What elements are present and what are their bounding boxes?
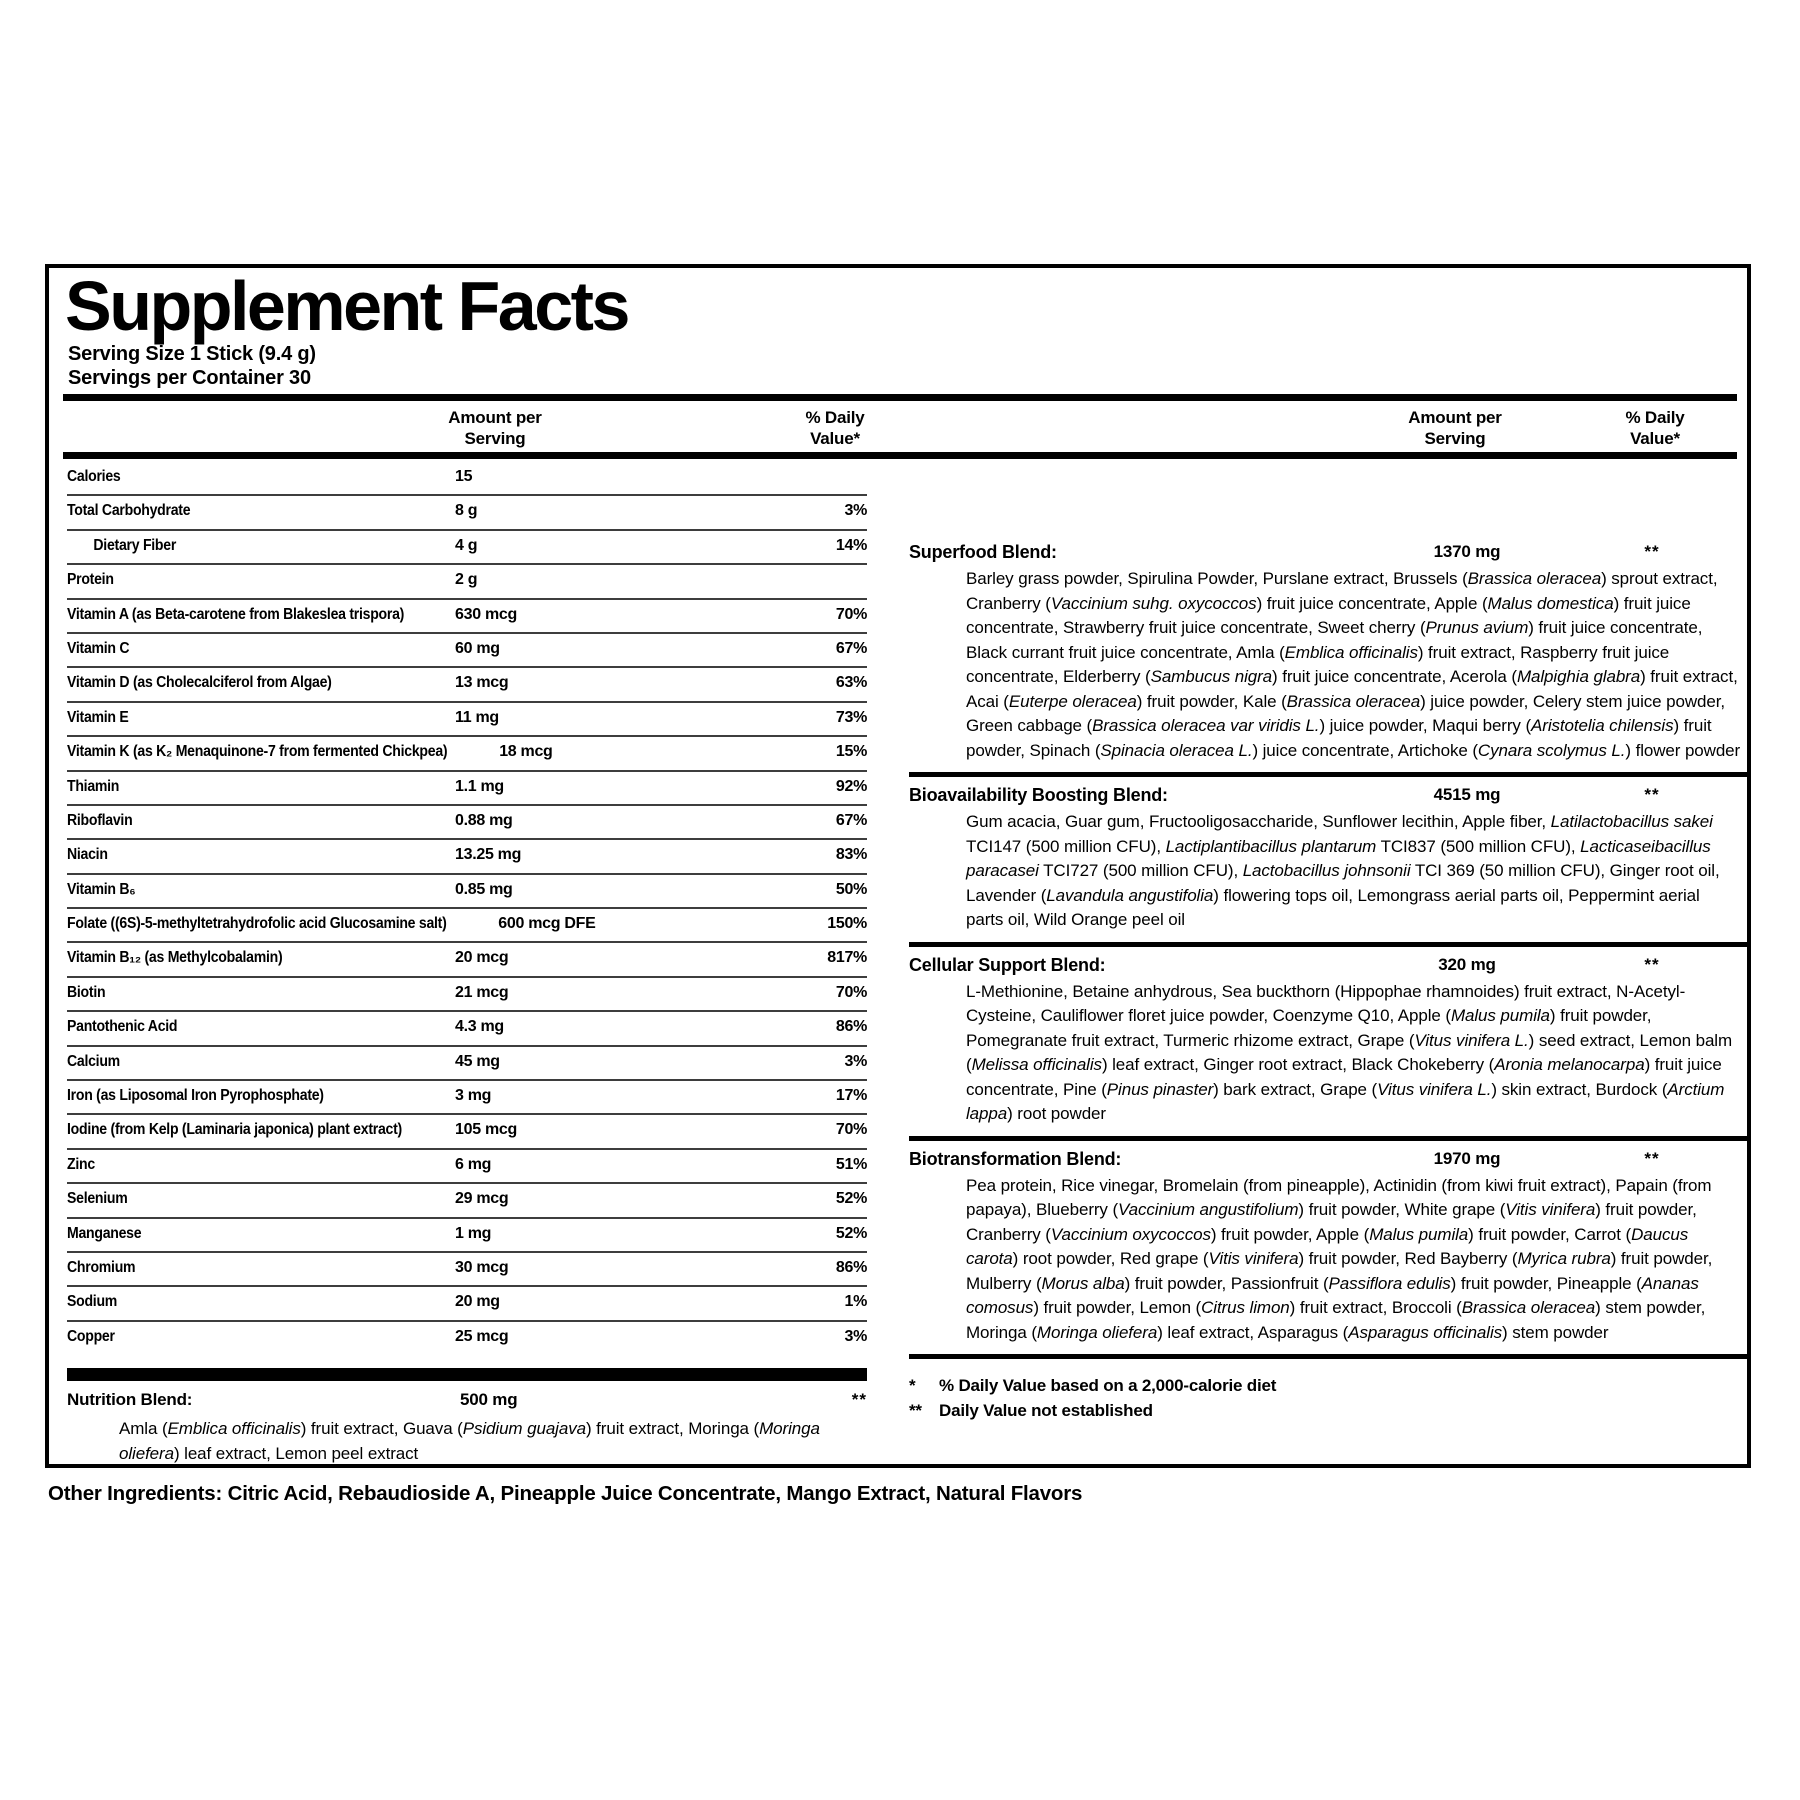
blend-amount: 1370 mg <box>1433 542 1501 561</box>
blend-ingredients: Gum acacia, Guar gum, Fructooligosaccharide, Sunflower lecithin, Apple fiber, Latilactobacillus sakei TCI147 (500 million CFU), Lactiplantibacillus plantarum TCI837 (500 million CFU), Lacticaseibacillus paracasei TCI727 (500 million CFU), Lactobacillus johnsonii TCI 369 (50 million CFU), Ginger root oil, Lavender (Lavandula angustifolia) flowering tops oil, Lemongrass aerial parts oil, Peppermint aerial parts oil, Wild Orange peel oil <box>966 812 1720 929</box>
nutrient-row <box>67 978 867 1012</box>
nutrient-amount: 1 mg <box>455 1224 492 1242</box>
nutrient-amount: 15 <box>455 468 473 485</box>
nutrient-amount: 600 mcg DFE <box>498 915 596 933</box>
nutrient-row <box>67 462 867 496</box>
nutrient-name: Sodium <box>67 1293 118 1311</box>
blend-ingredients: L-Methionine, Betaine anhydrous, Sea buckthorn (Hippophae rhamnoides) fruit extract, N-Acetyl-Cysteine, Cauliflower floret juice powder, Coenzyme Q10, Apple (Malus pumila) fruit powder, Pomegranate fruit extract, Turmeric rhizome extract, Grape (Vitus vinifera L.) seed extract, Lemon balm (Melissa officinalis) leaf extract, Ginger root extract, Black Chokeberry (Aronia melanocarpa) fruit juice concentrate, Pine (Pinus pinaster) bark extract, Grape (Vitus vinifera L.) skin extract, Burdock (Arctium lappa) root powder <box>966 981 1733 1123</box>
blend-amount: 500 mg <box>460 1390 518 1410</box>
blend-name: Biotransformation Blend: <box>909 1148 1122 1169</box>
nutrient-row <box>67 1322 867 1356</box>
nutrient-row <box>67 806 867 840</box>
nutrient-name: Vitamin B₁₂ (as Methylcobalamin) <box>67 949 283 967</box>
other-ingredients <box>48 1482 1082 1506</box>
nutrient-name: Vitamin A (as Beta-carotene from Blakeslea trispora) <box>67 605 405 623</box>
bottom-thick-rule <box>67 1368 867 1381</box>
blend-name: Bioavailability Boosting Blend: <box>909 785 1168 805</box>
nutrient-name: Vitamin B₆ <box>67 880 136 898</box>
nutrient-amount: 60 mg <box>455 639 500 657</box>
nutrient-row <box>67 772 867 806</box>
nutrient-daily-value: 73% <box>835 708 867 726</box>
nutrient-name: Vitamin C <box>67 639 130 657</box>
nutrient-amount: 105 mcg <box>455 1121 517 1139</box>
nutrient-amount: 18 mcg <box>499 743 553 761</box>
nutrient-daily-value: 52% <box>835 1190 867 1208</box>
nutrient-row <box>67 1219 867 1253</box>
nutrient-name: Dietary Fiber <box>93 536 177 554</box>
nutrient-daily-value: 86% <box>835 1018 867 1036</box>
nutrient-row <box>67 1287 867 1321</box>
nutrient-amount: 11 mg <box>455 708 499 726</box>
nutrient-amount: 1.1 mg <box>455 777 504 795</box>
nutrient-amount: 0.88 mg <box>455 811 513 829</box>
nutrient-name: Vitamin D (as Cholecalciferol from Algae) <box>67 674 332 692</box>
blend-amount: 1970 mg <box>1433 1148 1501 1168</box>
serving-info <box>68 342 316 390</box>
nutrition-blend-section <box>67 1381 867 1466</box>
nutrient-amount: 13.25 mg <box>455 846 522 864</box>
nutrient-daily-value: 70% <box>835 605 867 623</box>
column-header-dv-left: % Daily Value* <box>805 408 865 448</box>
nutrient-daily-value: 17% <box>835 1087 867 1105</box>
nutrient-daily-value: 63% <box>835 674 867 692</box>
nutrient-daily-value: 3% <box>844 1327 867 1345</box>
nutrient-daily-value: 817% <box>827 949 867 967</box>
header-thick-rule <box>63 452 1737 459</box>
nutrient-amount: 45 mg <box>455 1052 500 1070</box>
blend-section <box>909 947 1747 1141</box>
nutrient-daily-value: 51% <box>835 1155 867 1173</box>
blend-amount: 4515 mg <box>1433 785 1501 804</box>
blend-name: Nutrition Blend: <box>67 1390 193 1410</box>
nutrient-daily-value: 83% <box>835 846 867 864</box>
nutrient-amount: 4.3 mg <box>455 1018 504 1036</box>
blend-daily-value: ** <box>1644 542 1660 561</box>
supplement-facts-panel <box>45 264 1751 1468</box>
nutrient-daily-value: 67% <box>835 811 867 829</box>
serving-size: Serving Size 1 Stick (9.4 g) <box>68 343 316 365</box>
nutrient-daily-value: 86% <box>835 1258 867 1276</box>
page-title: Supplement Facts <box>65 267 628 345</box>
nutrient-amount: 29 mcg <box>455 1190 509 1208</box>
nutrient-daily-value: 3% <box>844 502 867 520</box>
nutrient-row <box>67 875 867 909</box>
nutrient-row <box>67 496 867 530</box>
nutrient-row <box>67 909 867 943</box>
footnote-text: Daily Value not established <box>939 1401 1153 1420</box>
nutrient-daily-value: 67% <box>835 639 867 657</box>
nutrient-daily-value: 15% <box>835 743 867 761</box>
nutrient-name: Niacin <box>67 846 108 864</box>
nutrient-daily-value: 92% <box>835 777 867 795</box>
nutrients-column <box>67 462 867 1466</box>
nutrient-amount: 4 g <box>455 536 478 554</box>
footnotes <box>909 1359 1747 1423</box>
blends-column <box>909 462 1747 1423</box>
blend-amount: 320 mg <box>1438 954 1496 974</box>
blend-daily-value: ** <box>1644 1148 1660 1168</box>
servings-per-container: Servings per Container 30 <box>68 367 311 389</box>
nutrient-daily-value: 70% <box>835 1121 867 1139</box>
nutrient-row <box>67 703 867 737</box>
nutrient-row <box>67 943 867 977</box>
footnote <box>909 1373 1747 1398</box>
nutrient-name: Total Carbohydrate <box>67 502 191 520</box>
nutrient-name: Vitamin K (as K₂ Menaquinone-7 from fermented Chickpea) <box>67 743 448 761</box>
nutrient-name: Biotin <box>67 983 106 1001</box>
nutrient-daily-value: 50% <box>835 880 867 898</box>
blend-section <box>909 1141 1747 1360</box>
blend-ingredients: Amla (Emblica officinalis) fruit extract, Guava (Psidium guajava) fruit extract, Moringa (Moringa oliefera) leaf extract, Lemon peel extract <box>119 1419 820 1464</box>
nutrient-name: Copper <box>67 1327 115 1345</box>
footnote-text: % Daily Value based on a 2,000-calorie diet <box>939 1376 1277 1395</box>
nutrient-name: Iron (as Liposomal Iron Pyrophosphate) <box>67 1087 324 1105</box>
nutrient-name: Calories <box>67 468 121 485</box>
blend-ingredients: Pea protein, Rice vinegar, Bromelain (from pineapple), Actinidin (from kiwi fruit extract), Papain (from papaya), Blueberry (Vaccinium angustifolium) fruit powder, White grape (Vitis vinifera) fruit powder, Cranberry (Vaccinium oxycoccos) fruit powder, Apple (Malus pumila) fruit powder, Carrot (Daucus carota) root powder, Red grape (Vitis vinifera) fruit powder, Red Bayberry (Myrica rubra) fruit powder, Mulberry (Morus alba) fruit powder, Passionfruit (Passiflora edulis) fruit powder, Pineapple (Ananas comosus) fruit powder, Lemon (Citrus limon) fruit extract, Broccoli (Brassica oleracea) stem powder, Moringa (Moringa oliefera) leaf extract, Asparagus (Asparagus officinalis) stem powder <box>966 1175 1713 1342</box>
blend-name: Superfood Blend: <box>909 542 1057 562</box>
blend-name: Cellular Support Blend: <box>909 954 1106 975</box>
nutrient-row <box>67 531 867 565</box>
blend-daily-value: ** <box>1644 785 1660 804</box>
nutrient-name: Zinc <box>67 1155 95 1173</box>
nutrient-amount: 0.85 mg <box>455 880 513 898</box>
nutrient-amount: 3 mg <box>455 1087 492 1105</box>
blend-ingredients: Barley grass powder, Spirulina Powder, Purslane extract, Brussels (Brassica oleracea) sprout extract, Cranberry (Vaccinium suhg. oxycoccos) fruit juice concentrate, Apple (Malus domestica) fruit juice concentrate, Strawberry fruit juice concentrate, Sweet cherry (Prunus avium) fruit juice concentrate, Black currant fruit juice concentrate, Amla (Emblica officinalis) fruit extract, Raspberry fruit juice concentrate, Elderberry (Sambucus nigra) fruit juice concentrate, Acerola (Malpighia glabra) fruit extract, Acai (Euterpe oleracea) fruit powder, Kale (Brassica oleracea) juice powder, Celery stem juice powder, Green cabbage (Brassica oleracea var viridis L.) juice powder, Maqui berry (Aristotelia chilensis) fruit powder, Spinach (Spinacia oleracea L.) juice concentrate, Artichoke (Cynara scolymus L.) flower powder <box>966 569 1741 760</box>
nutrient-name: Folate ((6S)-5-methyltetrahydrofolic acid Glucosamine salt) <box>67 915 447 933</box>
nutrient-row <box>67 1253 867 1287</box>
nutrient-row <box>67 1115 867 1149</box>
nutrient-amount: 30 mcg <box>455 1258 509 1276</box>
nutrient-row <box>67 634 867 668</box>
nutrient-row <box>67 1047 867 1081</box>
nutrient-daily-value: 14% <box>835 536 867 554</box>
column-header-dv-right: % Daily Value* <box>1625 408 1685 448</box>
nutrient-name: Vitamin E <box>67 708 129 726</box>
nutrient-row <box>67 1081 867 1115</box>
nutrient-row <box>67 1184 867 1218</box>
other-ingredients-text: Citric Acid, Rebaudioside A, Pineapple Juice Concentrate, Mango Extract, Natural Flavors <box>222 1482 1083 1505</box>
nutrient-row <box>67 668 867 702</box>
blend-daily-value: ** <box>1644 954 1660 974</box>
nutrient-name: Calcium <box>67 1052 120 1070</box>
nutrient-name: Thiamin <box>67 777 120 795</box>
nutrient-amount: 20 mcg <box>455 949 509 967</box>
nutrient-daily-value: 70% <box>835 983 867 1001</box>
column-header-amount-left: Amount per Serving <box>448 408 542 448</box>
nutrient-amount: 21 mcg <box>455 983 509 1001</box>
footnote-symbol: ** <box>909 1401 922 1420</box>
nutrient-amount: 6 mg <box>455 1155 492 1173</box>
nutrient-name: Chromium <box>67 1258 136 1276</box>
nutrient-daily-value: 150% <box>827 915 867 933</box>
nutrient-name: Selenium <box>67 1190 128 1208</box>
other-ingredients-label: Other Ingredients: <box>48 1482 223 1505</box>
nutrient-amount: 13 mcg <box>455 674 509 692</box>
blend-daily-value: ** <box>851 1390 867 1410</box>
blend-section <box>909 462 1747 777</box>
nutrient-row <box>67 565 867 599</box>
column-header-amount-right: Amount per Serving <box>1408 408 1502 448</box>
nutrient-name: Manganese <box>67 1224 142 1242</box>
nutrient-row <box>67 737 867 771</box>
nutrient-name: Pantothenic Acid <box>67 1018 178 1036</box>
nutrient-name: Iodine (from Kelp (Laminaria japonica) plant extract) <box>67 1121 402 1139</box>
footnote <box>909 1398 1747 1423</box>
nutrients-table <box>67 462 867 1356</box>
nutrient-name: Protein <box>67 571 114 589</box>
blends-list <box>909 462 1747 1359</box>
blend-section <box>909 777 1747 947</box>
nutrient-daily-value: 52% <box>835 1224 867 1242</box>
footnote-symbol: * <box>909 1376 916 1395</box>
nutrient-name: Riboflavin <box>67 811 133 829</box>
nutrient-daily-value: 3% <box>844 1052 867 1070</box>
nutrient-row <box>67 840 867 874</box>
top-thick-rule <box>63 394 1737 401</box>
nutrient-row <box>67 600 867 634</box>
nutrient-daily-value: 1% <box>844 1293 867 1311</box>
nutrient-amount: 25 mcg <box>455 1327 509 1345</box>
nutrient-amount: 20 mg <box>455 1293 500 1311</box>
nutrient-amount: 8 g <box>455 502 478 520</box>
nutrient-amount: 630 mcg <box>455 605 517 623</box>
nutrient-row <box>67 1012 867 1046</box>
nutrient-amount: 2 g <box>455 571 478 589</box>
nutrient-row <box>67 1150 867 1184</box>
